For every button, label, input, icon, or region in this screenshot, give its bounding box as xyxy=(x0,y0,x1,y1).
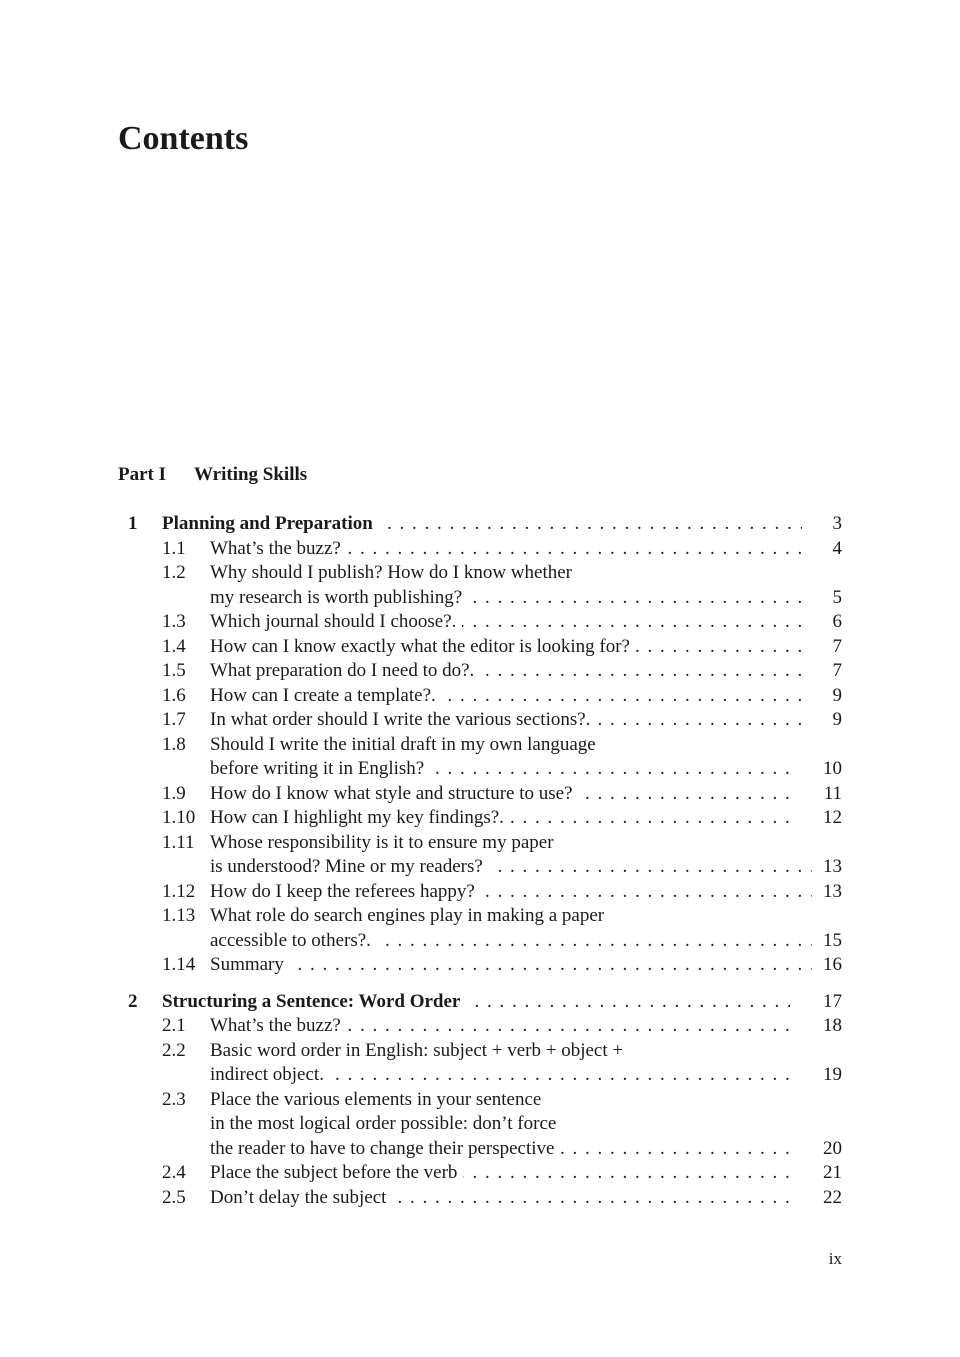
section-page: 11 xyxy=(823,782,842,804)
chapter-title: Structuring a Sentence: Word Order xyxy=(162,991,466,1012)
section-title-line xyxy=(210,806,790,831)
section-title-line xyxy=(210,831,560,856)
section-number: 1.10 xyxy=(162,807,196,828)
chapter-number: 2 xyxy=(128,990,138,1012)
chapter-page: 3 xyxy=(832,513,842,534)
part-heading xyxy=(118,462,307,488)
section-title-line xyxy=(210,855,812,880)
section-title-line xyxy=(210,659,802,684)
section-page: 7 xyxy=(832,660,842,681)
section-number: 2.5 xyxy=(162,1186,186,1208)
section-number: 1.13 xyxy=(162,905,196,926)
toc-entry-1-10[interactable] xyxy=(0,806,960,831)
chapter-title: Planning and Preparation xyxy=(162,513,379,534)
toc-entry-2-3-cont-2[interactable] xyxy=(0,1137,960,1162)
toc-entry-1-9[interactable] xyxy=(0,782,960,807)
section-page: 10 xyxy=(823,758,842,779)
section-page: 20 xyxy=(823,1137,842,1159)
section-title-line xyxy=(210,733,602,758)
section-title: What’s the buzz? xyxy=(210,538,347,559)
section-title-line xyxy=(210,1161,790,1186)
section-number: 2.4 xyxy=(162,1162,186,1183)
section-page: 9 xyxy=(832,709,842,730)
section-page: 21 xyxy=(823,1162,842,1183)
chapter-title-line xyxy=(162,512,802,537)
toc-entry-1-4[interactable] xyxy=(0,635,960,660)
section-title: Which journal should I choose?. xyxy=(210,611,462,632)
section-title: Summary xyxy=(210,954,290,975)
section-title-line xyxy=(210,708,802,733)
section-number: 1.6 xyxy=(162,684,186,706)
toc-entry-1-8[interactable] xyxy=(0,733,960,758)
toc-entry-1-5[interactable] xyxy=(0,659,960,684)
section-title-line xyxy=(210,1112,562,1137)
section-number: 1.3 xyxy=(162,611,186,632)
section-page: 13 xyxy=(823,880,842,902)
chapter-number: 1 xyxy=(128,513,138,534)
section-title-cont: in the most logical order possible: don’t force xyxy=(210,1113,562,1134)
section-page: 19 xyxy=(823,1064,842,1085)
toc-entry-2-3[interactable] xyxy=(0,1088,960,1113)
section-page: 13 xyxy=(823,856,842,877)
section-title: Whose responsibility is it to ensure my paper xyxy=(210,832,560,853)
section-number: 2.1 xyxy=(162,1015,186,1036)
toc-entry-1-8-cont[interactable] xyxy=(0,757,960,782)
toc-entry-1-12[interactable] xyxy=(0,880,960,905)
toc-entry-1-7[interactable] xyxy=(0,708,960,733)
toc-chapter-2[interactable] xyxy=(0,990,960,1015)
section-title: Should I write the initial draft in my own language xyxy=(210,734,602,755)
section-number: 2.3 xyxy=(162,1088,186,1110)
section-page: 15 xyxy=(823,929,842,951)
page-title: Contents xyxy=(118,120,249,157)
section-number: 1.5 xyxy=(162,660,186,681)
section-title-line xyxy=(210,880,812,905)
section-page: 12 xyxy=(823,807,842,828)
page-folio: ix xyxy=(828,1249,842,1268)
section-title: How can I create a template?. xyxy=(210,685,442,706)
section-title-line xyxy=(210,561,578,586)
section-title: How can I highlight my key findings?. xyxy=(210,807,510,828)
section-page: 4 xyxy=(832,537,842,559)
section-page: 18 xyxy=(823,1015,842,1036)
section-title-cont: before writing it in English? xyxy=(210,758,430,779)
toc-entry-2-1[interactable] xyxy=(0,1014,960,1039)
section-title: Place the various elements in your sentence xyxy=(210,1089,547,1110)
section-title-cont: the reader to have to change their perspective xyxy=(210,1138,560,1159)
section-number: 1.8 xyxy=(162,733,186,755)
toc-entry-2-2-cont[interactable] xyxy=(0,1063,960,1088)
section-title-cont: accessible to others?. xyxy=(210,930,377,951)
section-number: 1.9 xyxy=(162,782,186,804)
section-title-line xyxy=(210,1137,790,1162)
section-title-line xyxy=(210,782,790,807)
section-title: What preparation do I need to do?. xyxy=(210,660,480,681)
section-title-cont: indirect object. xyxy=(210,1064,330,1085)
section-title: How do I keep the referees happy? xyxy=(210,881,481,902)
section-title: How can I know exactly what the editor is looking for? xyxy=(210,636,636,657)
section-page: 22 xyxy=(823,1186,842,1208)
toc-entry-2-4[interactable] xyxy=(0,1161,960,1186)
section-number: 1.4 xyxy=(162,635,186,657)
section-title-line xyxy=(210,1063,790,1088)
section-number: 1.2 xyxy=(162,562,186,583)
part-title: Writing Skills xyxy=(194,464,308,485)
toc-entry-1-13[interactable] xyxy=(0,904,960,929)
section-title-line xyxy=(210,586,802,611)
section-title-line xyxy=(210,610,802,635)
section-title-line xyxy=(210,684,802,709)
section-title-line xyxy=(210,757,790,782)
part-label: Part I xyxy=(118,464,167,485)
section-number: 2.2 xyxy=(162,1039,186,1061)
toc-entry-2-3-cont-1[interactable] xyxy=(0,1112,960,1137)
section-title: Don’t delay the subject xyxy=(210,1187,392,1208)
toc-entry-1-6[interactable] xyxy=(0,684,960,709)
chapter-title-line xyxy=(162,990,790,1015)
toc-entry-2-2[interactable] xyxy=(0,1039,960,1064)
section-number: 1.14 xyxy=(162,954,196,975)
section-title-line xyxy=(210,635,802,660)
section-title-line xyxy=(210,1039,629,1064)
section-number: 1.12 xyxy=(162,880,196,902)
section-page: 9 xyxy=(832,684,842,706)
section-number: 1.7 xyxy=(162,709,186,730)
toc-entry-1-11-cont[interactable] xyxy=(0,855,960,880)
section-title-line xyxy=(210,1088,547,1113)
toc-entry-1-2-cont[interactable] xyxy=(0,586,960,611)
section-title: Why should I publish? How do I know whether xyxy=(210,562,578,583)
toc-list xyxy=(0,512,960,1210)
section-title: In what order should I write the various sections?. xyxy=(210,709,596,730)
section-title: What role do search engines play in making a paper xyxy=(210,905,610,926)
section-title: Basic word order in English: subject + verb + object + xyxy=(210,1040,629,1061)
section-title-line xyxy=(210,953,812,978)
toc-entry-1-2[interactable] xyxy=(0,561,960,586)
section-page: 5 xyxy=(832,586,842,608)
toc-entry-1-13-cont[interactable] xyxy=(0,929,960,954)
chapter-page: 17 xyxy=(823,990,842,1012)
toc-entry-2-5[interactable] xyxy=(0,1186,960,1211)
section-number: 1.1 xyxy=(162,537,186,559)
section-title-line xyxy=(210,1186,790,1211)
section-title: How do I know what style and structure to use? xyxy=(210,783,579,804)
section-title-cont: is understood? Mine or my readers? xyxy=(210,856,489,877)
section-title-line xyxy=(210,1014,790,1039)
section-page: 7 xyxy=(832,635,842,657)
section-page: 6 xyxy=(832,611,842,632)
section-title-cont: my research is worth publishing? xyxy=(210,587,468,608)
toc-entry-1-11[interactable] xyxy=(0,831,960,856)
section-page: 16 xyxy=(823,954,842,975)
toc-entry-1-3[interactable] xyxy=(0,610,960,635)
section-title: Place the subject before the verb xyxy=(210,1162,463,1183)
toc-chapter-1[interactable] xyxy=(0,512,960,537)
section-title-line xyxy=(210,929,812,954)
toc-entry-1-1[interactable] xyxy=(0,537,960,562)
section-title-line xyxy=(210,537,802,562)
section-title-line xyxy=(210,904,610,929)
toc-entry-1-14[interactable] xyxy=(0,953,960,978)
section-number: 1.11 xyxy=(162,831,195,853)
section-title: What’s the buzz? xyxy=(210,1015,347,1036)
